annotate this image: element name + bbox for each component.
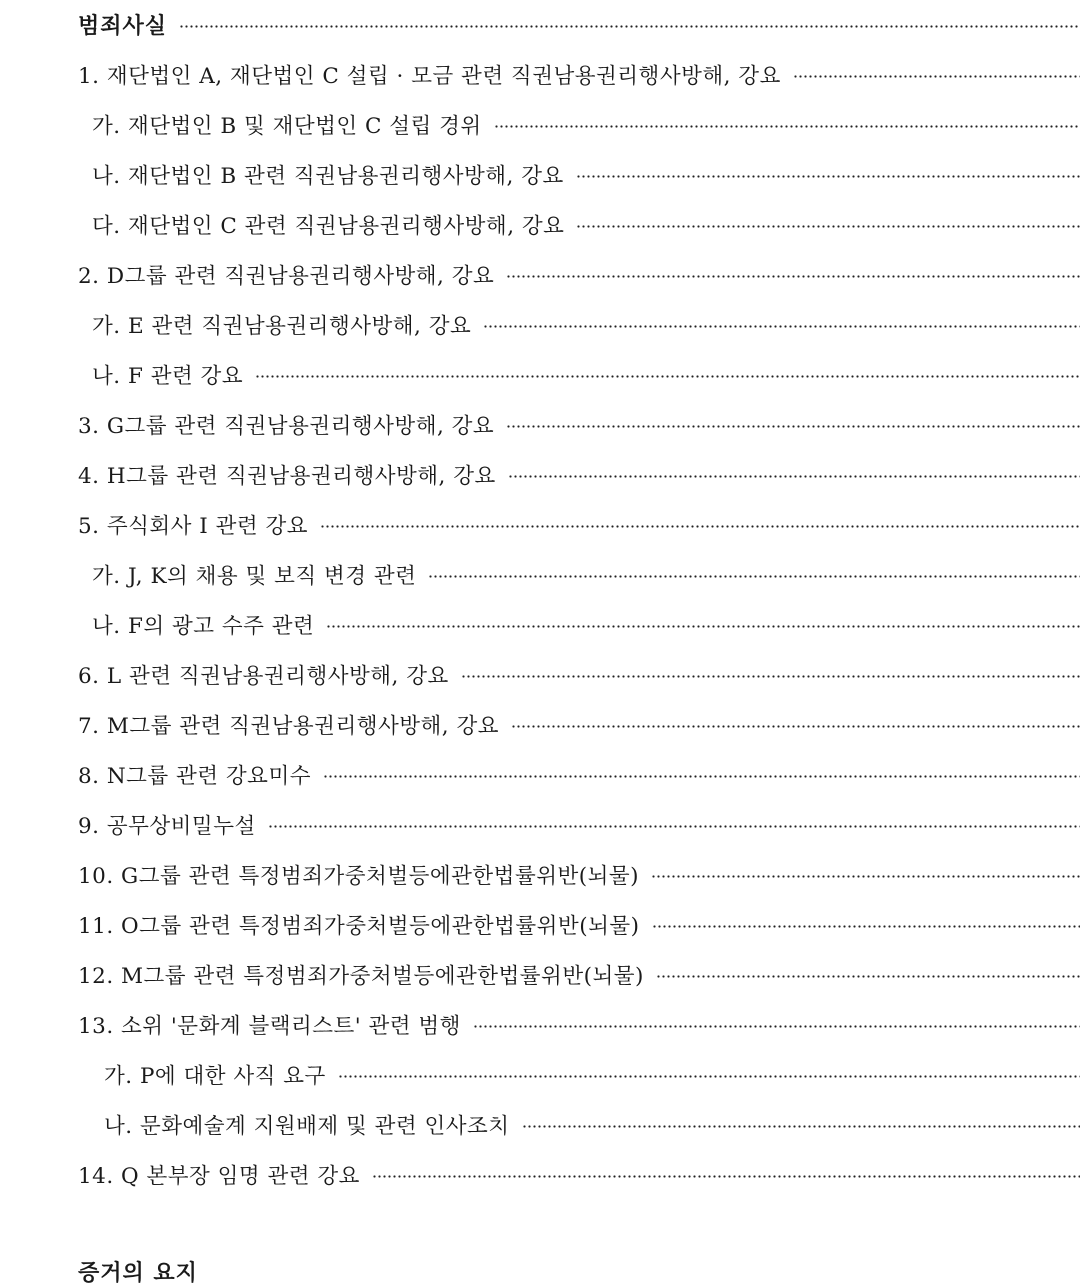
toc-subentry: [92, 358, 1080, 390]
dot-leader: [473, 1025, 1080, 1028]
dot-leader: [506, 275, 1080, 278]
toc-entry: [78, 958, 1080, 990]
toc-entry-label: 나. 재단법인 B 관련 직권남용권리행사방해, 강요: [92, 163, 564, 189]
toc-entry-label: 나. F의 광고 수주 관련: [92, 613, 315, 639]
toc-subentry: [104, 1058, 1080, 1090]
toc-entry-label: 가. 재단법인 B 및 재단법인 C 설립 경위: [92, 113, 482, 139]
dot-leader: [511, 725, 1080, 728]
toc-entry-label: 14. Q 본부장 임명 관련 강요: [78, 1163, 360, 1189]
toc-entry: [78, 458, 1080, 490]
toc-entry: [78, 508, 1080, 540]
toc-entry: [78, 58, 1080, 90]
toc-subentry: [92, 208, 1080, 240]
dot-leader: [255, 375, 1080, 378]
toc-entry-label: 7. M그룹 관련 직권남용권리행사방해, 강요: [78, 713, 500, 739]
toc-subentry: [92, 158, 1080, 190]
dot-leader: [483, 325, 1080, 328]
toc-entry-label: 10. G그룹 관련 특정범죄가중처벌등에관한법률위반(뇌물): [78, 863, 640, 889]
dot-leader: [508, 475, 1080, 478]
toc-entry-label: 11. O그룹 관련 특정범죄가중처벌등에관한법률위반(뇌물): [78, 913, 640, 939]
toc-entry-label: 8. N그룹 관련 강요미수: [78, 763, 311, 789]
dot-leader: [652, 925, 1080, 928]
toc-entry: [78, 808, 1080, 840]
toc-entry: [78, 658, 1080, 690]
toc-entry-label: 12. M그룹 관련 특정범죄가중처벌등에관한법률위반(뇌물): [78, 963, 644, 989]
toc-entry-label: 4. H그룹 관련 직권남용권리행사방해, 강요: [78, 463, 496, 489]
toc-entry-label: 나. 문화예술계 지원배제 및 관련 인사조치: [104, 1113, 510, 1139]
toc-entry: [78, 1008, 1080, 1040]
toc-entry-label: 13. 소위 '문화계 블랙리스트' 관련 범행: [78, 1013, 461, 1039]
toc-entry: [78, 1158, 1080, 1190]
dot-leader: [461, 675, 1080, 678]
dot-leader: [522, 1125, 1080, 1128]
toc-entry-label: 가. J, K의 채용 및 보직 변경 관련: [92, 563, 417, 589]
toc-entry: [78, 858, 1080, 890]
section-heading-evidence: 증거의 요지: [78, 1261, 198, 1286]
section-heading-label: 범죄사실: [78, 13, 168, 39]
dot-leader: [656, 975, 1080, 978]
toc-entry-label: 1. 재단법인 A, 재단법인 C 설립 · 모금 관련 직권남용권리행사방해, 강요: [78, 63, 781, 89]
dot-leader: [338, 1075, 1080, 1078]
toc-entry-label: 2. D그룹 관련 직권남용권리행사방해, 강요: [78, 263, 495, 289]
toc-entry: [78, 758, 1080, 790]
toc-entry-label: 3. G그룹 관련 직권남용권리행사방해, 강요: [78, 413, 495, 439]
dot-leader: [428, 575, 1080, 578]
toc-entry: [78, 708, 1080, 740]
toc-entry-label: 나. F 관련 강요: [92, 363, 244, 389]
dot-leader: [651, 875, 1080, 878]
dot-leader: [268, 825, 1080, 828]
toc-subentry: [92, 308, 1080, 340]
toc-subentry: [92, 608, 1080, 640]
dot-leader: [576, 175, 1080, 178]
dot-leader: [372, 1175, 1080, 1178]
dot-leader: [494, 125, 1080, 128]
toc-subentry: [104, 1108, 1080, 1140]
dot-leader: [576, 225, 1080, 228]
toc-entry: [78, 408, 1080, 440]
dot-leader: [326, 625, 1080, 628]
toc-entry: [78, 258, 1080, 290]
dot-leader: [323, 775, 1080, 778]
toc-entry-label: 5. 주식회사 I 관련 강요: [78, 513, 308, 539]
toc-subentry: [92, 558, 1080, 590]
toc-entry-label: 다. 재단법인 C 관련 직권남용권리행사방해, 강요: [92, 213, 565, 239]
toc-entry-label: 6. L 관련 직권남용권리행사방해, 강요: [78, 663, 449, 689]
toc-entry-label: 가. P에 대한 사직 요구: [104, 1063, 326, 1089]
toc-entry-label: 9. 공무상비밀누설: [78, 813, 256, 839]
dot-leader: [179, 25, 1080, 28]
toc-entry-label: 가. E 관련 직권남용권리행사방해, 강요: [92, 313, 472, 339]
toc-entry: [78, 908, 1080, 940]
dot-leader: [793, 75, 1080, 78]
dot-leader: [320, 525, 1080, 528]
section-heading-facts: [78, 8, 1080, 40]
toc-subentry: [92, 108, 1080, 140]
dot-leader: [506, 425, 1080, 428]
